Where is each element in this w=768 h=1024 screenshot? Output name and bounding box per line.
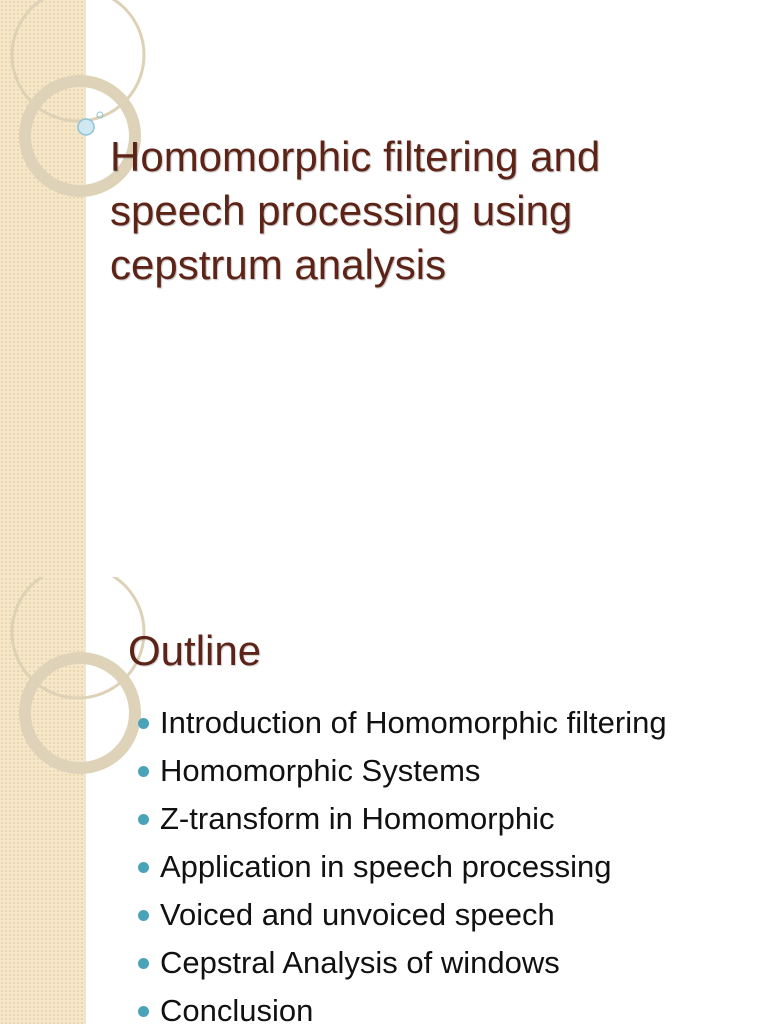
list-item — [134, 795, 667, 843]
slide-title: Homomorphic filtering and speech processing using cepstrum analysis — [110, 133, 601, 288]
list-item — [134, 987, 667, 1024]
bullet-dot-icon — [138, 910, 149, 921]
list-item-label: Z-transform in Homomorphic — [160, 801, 555, 836]
bubble-icon — [78, 119, 94, 135]
list-item-label: Voiced and unvoiced speech — [160, 897, 555, 932]
decorative-rings-icon — [0, 577, 140, 797]
bullet-dot-icon — [138, 814, 149, 825]
list-item — [134, 747, 667, 795]
list-item — [134, 843, 667, 891]
list-item — [134, 699, 667, 747]
list-item-label: Cepstral Analysis of windows — [160, 945, 560, 980]
bullet-dot-icon — [138, 718, 149, 729]
outline-list — [134, 699, 667, 1024]
list-item-label: Application in speech processing — [160, 849, 612, 884]
bullet-dot-icon — [138, 1006, 149, 1017]
inner-ring-icon — [25, 658, 135, 768]
list-item-label: Introduction of Homomorphic filtering — [160, 705, 667, 740]
bullet-dot-icon — [138, 766, 149, 777]
list-item — [134, 891, 667, 939]
bullet-dot-icon — [138, 958, 149, 969]
list-item-label: Conclusion — [160, 993, 314, 1024]
bullet-dot-icon — [138, 862, 149, 873]
outline-heading: Outline — [128, 627, 262, 674]
list-item — [134, 939, 667, 987]
list-item-label: Homomorphic Systems — [160, 753, 481, 788]
outline-slide — [0, 577, 768, 1024]
